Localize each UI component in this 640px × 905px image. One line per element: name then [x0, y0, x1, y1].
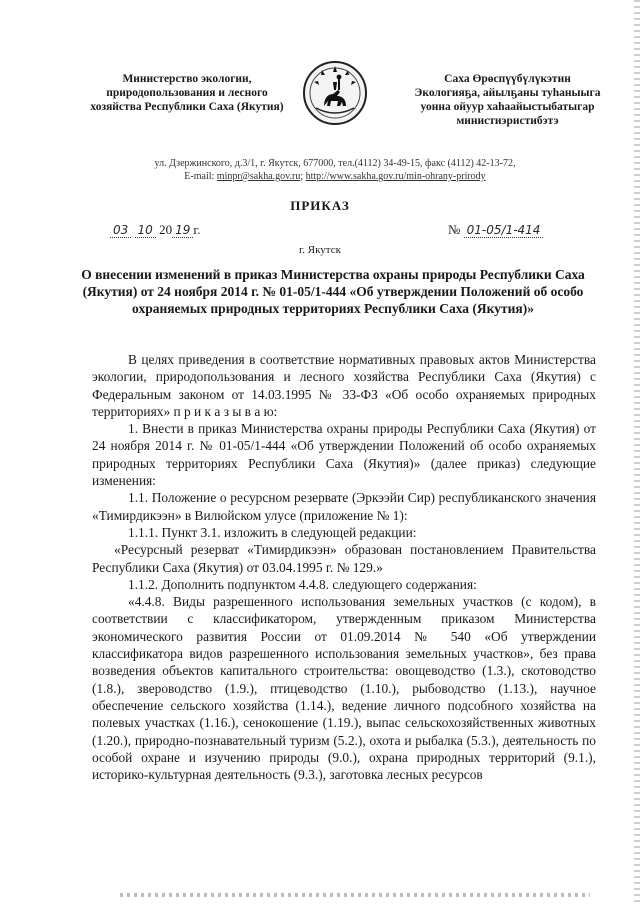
document-heading: ПРИКАЗ — [290, 198, 350, 213]
scan-bottom-artifact — [120, 893, 590, 897]
email-web-line — [110, 170, 560, 183]
contact-separator: ; — [300, 171, 306, 182]
ministry-name-russian — [82, 72, 292, 114]
handwritten-number: 01-05/1-414 — [464, 223, 544, 238]
paragraph: 1. Внести в приказ Министерства охраны природы Республики Саха (Якутия) от 24 ноября 2014 г. № 01-05/1-444 «Об утверждении Положений об особо охраняемых природных территориях Республики Саха (Якутия)» (далее приказ) следующие изменения: — [92, 421, 596, 489]
ministry-name-line: природопользования и лесного — [106, 87, 268, 99]
year-prefix: 20 — [159, 222, 173, 237]
handwritten-day: 03 — [110, 223, 131, 238]
email-label: E-mail: — [184, 171, 217, 182]
order-date — [110, 222, 200, 238]
handwritten-year: 19 — [172, 223, 193, 238]
year-suffix: г. — [193, 222, 201, 237]
paragraph: В целях приведения в соответствие нормативных правовых актов Министерства экологии, природопользования и лесного хозяйства Республики Саха (Якутия) с Федеральным законом от 14.03.1995 № 33-ФЗ «Об особо охраняемых природных территориях» п р и к а з ы в а ю: — [92, 352, 596, 419]
website-link[interactable]: http://www.sakha.gov.ru/min-ohrany-prirody — [305, 171, 486, 182]
ministry-name-line: хозяйства Республики Саха (Якутия) — [90, 101, 284, 113]
number-sign: № — [448, 222, 461, 237]
sakha-republic-coat-of-arms-icon — [302, 60, 368, 126]
handwritten-month: 10 — [135, 223, 156, 238]
paragraph: «Ресурсный резерват «Тимирдикээн» образован постановлением Правительства Республики Саха (Якутия) от 03.04.1995 г. № 129.» — [92, 542, 596, 575]
paragraph: 1.1.1. Пункт 3.1. изложить в следующей редакции: — [128, 524, 417, 540]
paragraph: «4.4.8. Виды разрешенного использования земельных участков (с кодом), в соответствии с классификатором, утвержденным приказом Министерства экономического развития России от 01.09.2014 № 540 «Об утверждении классификатора видов разрешенного использования земельных участков», без права возведения объектов капитального строительства: овощеводство (1.3.), скотоводство (1.8.), звероводство (1.9.), птицеводство (1.10.), рыбоводство (1.13.), научное обеспечение сельского хозяйства (1.14.), ведение личного подсобного хозяйства на полевых участках (1.16.), сенокошение (1.19.), выпас сельскохозяйственных животных (1.20.), природно-познавательный туризм (5.2.), охота и рыбалка (5.3.), деятельность по особой охране и изучению природы (9.0.), охрана природных территорий (9.1.), историко-культурная деятельность (9.3.), заготовка лесных ресурсов — [92, 594, 596, 783]
ministry-name-line: уонна ойуур хаһаайыстыбатыгар — [420, 101, 595, 113]
paragraph: 1.1. Положение о ресурсном резервате (Эркээйи Сир) республиканского значения «Тимирдикээн» в Вилюйском улусе (приложение № 1): — [92, 490, 596, 523]
ministry-name-line: Министерство экологии, — [122, 73, 252, 85]
paragraph: 1.1.2. Дополнить подпунктом 4.4.8. следующего содержания: — [128, 576, 477, 592]
issue-city: г. Якутск — [299, 244, 341, 256]
ministry-name-sakha — [395, 72, 620, 128]
ministry-name-line: Саха Өрөспүүбүлүкэтин — [444, 73, 571, 85]
contact-details — [110, 157, 560, 183]
order-body — [92, 351, 596, 783]
email-link[interactable]: minpr@sakha.gov.ru — [216, 171, 301, 182]
ministry-name-line: министиэристибэтэ — [456, 115, 559, 127]
scan-edge-artifact — [634, 0, 640, 905]
order-number — [448, 222, 543, 238]
order-title: О внесении изменений в приказ Министерства охраны природы Республики Саха (Якутия) от 24 ноября 2014 г. № 01-05/1-444 «Об утверждении Положений об особо охраняемых природных территориях Республики Саха (Якутия)» — [81, 267, 585, 316]
address-line: ул. Дзержинского, д.3/1, г. Якутск, 677000, тел.(4112) 34-49-15, факс (4112) 42-13-72, — [154, 158, 516, 169]
ministry-name-line: Экологияҕа, айылҕаны туһаныыга — [414, 87, 601, 99]
